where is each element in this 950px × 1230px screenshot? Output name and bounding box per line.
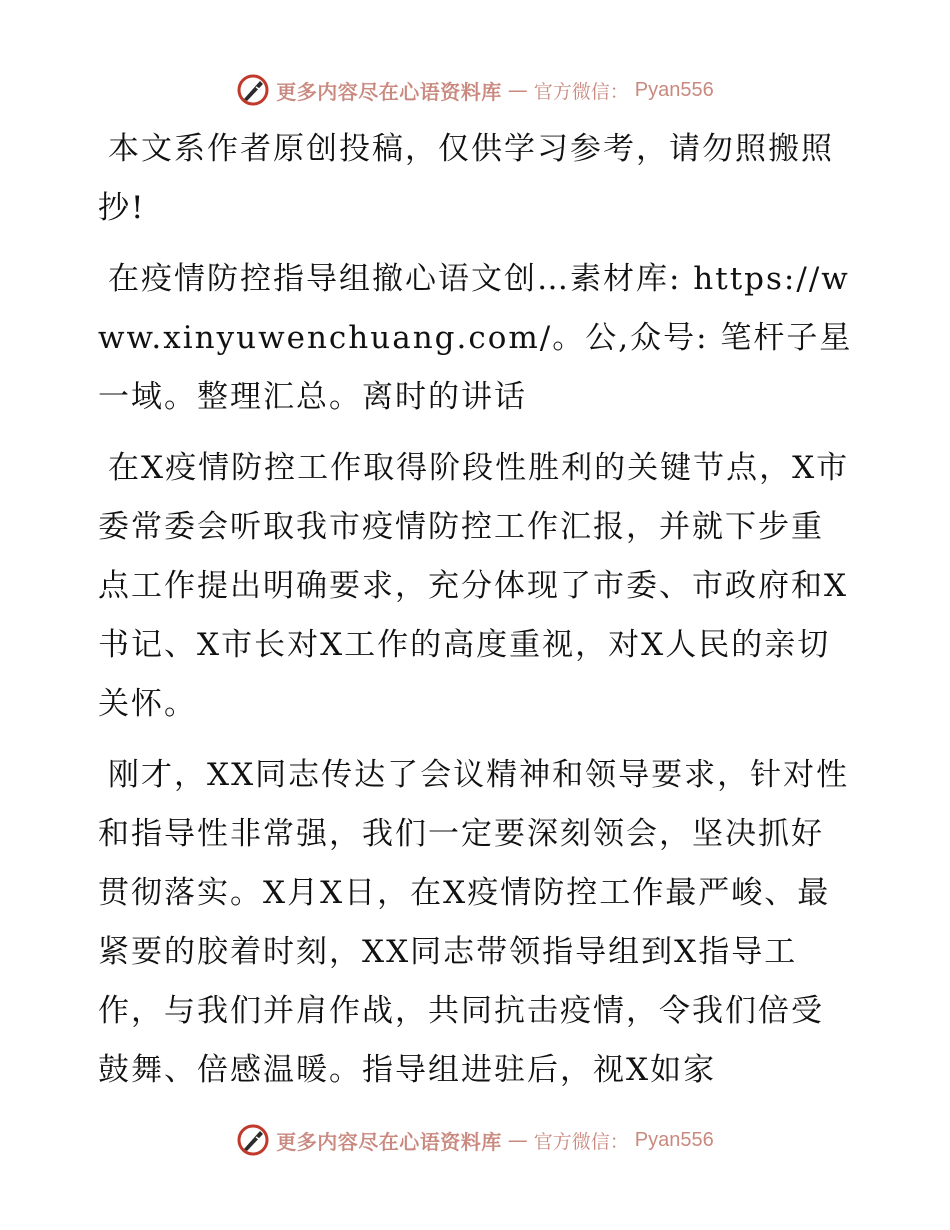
watermark-text: 更多内容尽在心语资料库 xyxy=(276,79,502,104)
quill-logo-icon xyxy=(236,1123,270,1157)
watermark-label: 官方微信： xyxy=(533,1130,629,1153)
paragraph-intro: 在X疫情防控工作取得阶段性胜利的关键节点，X市委常委会听取我市疫情防控工作汇报，并就下步重点工作提出明确要求，充分体现了市委、市政府和X书记、X市长对X工作的高度重视，对X人民的亲切关怀。 xyxy=(98,450,850,722)
footer-watermark xyxy=(0,1120,950,1160)
header-watermark xyxy=(0,70,950,110)
paragraph-disclaimer: 本文系作者原创投稿，仅供学习参考，请勿照搬照抄! xyxy=(98,131,834,226)
paragraph-body: 刚才，XX同志传达了会议精神和领导要求，针对性和指导性非常强，我们一定要深刻领会，坚决抓好贯彻落实。X月X日，在X疫情防控工作最严峻、最紧要的胶着时刻，XX同志带领指导组到X指导工作，与我们并肩作战，共同抗击疫情，令我们倍受鼓舞、倍感温暖。指导组进驻后，视X如家 xyxy=(98,757,850,1088)
watermark-dash: — xyxy=(507,78,528,102)
watermark-dash: — xyxy=(507,1128,528,1152)
quill-logo-icon xyxy=(236,73,270,107)
document-body xyxy=(98,120,854,1112)
watermark-text: 更多内容尽在心语资料库 xyxy=(276,1129,502,1154)
watermark-id: Pyan556 xyxy=(634,1128,714,1151)
paragraph-source: 在疫情防控指导组撤心语文创…素材库: https://www.xinyuwenchuang.com/。公,众号: 笔杆子星一域。整理汇总。离时的讲话 xyxy=(98,261,853,415)
watermark-id: Pyan556 xyxy=(634,78,714,101)
watermark-label: 官方微信： xyxy=(533,80,629,103)
